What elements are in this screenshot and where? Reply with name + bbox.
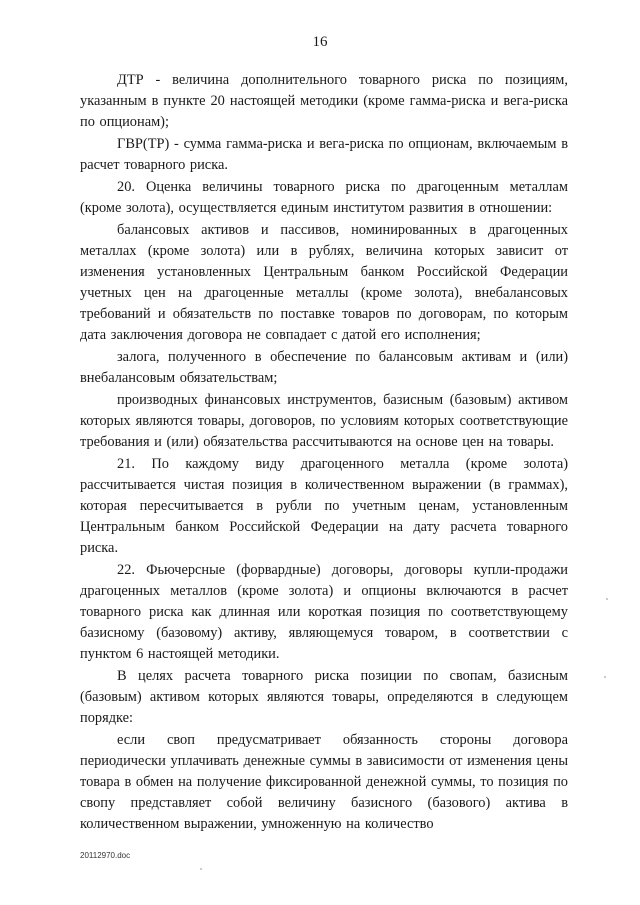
- paragraph-item-20: 20. Оценка величины товарного риска по драгоценным металлам (кроме золота), осуществляется единым институтом развития в отношении:: [80, 179, 568, 216]
- page-number: 16: [312, 34, 328, 50]
- paragraph-collateral: залога, полученного в обеспечение по балансовым активам и (или) внебалансовым обязательствам;: [80, 349, 568, 386]
- paragraph-balance-assets: балансовых активов и пассивов, номинированных в драгоценных металлах (кроме золота) или в рублях, величина которых зависит от изменения установленных Центральным банком Российской Федерации учетных цен на драгоценные металлы (кроме золота), внебалансовых требований и обязательств по поставке товаров по договорам, по которым дата заключения договора не совпадает с датой его исполнения;: [80, 222, 568, 343]
- paragraph-item-22: 22. Фьючерсные (форвардные) договоры, договоры купли-продажи драгоценных металлов (кроме золота) и опционы включаются в расчет товарного риска как длинная или короткая позиция по соответствующему базисному (базовому) активу, являющемуся товаром, в соответствии с пунктом 6 настоящей методики.: [80, 562, 568, 662]
- paragraph-swaps-intro: В целях расчета товарного риска позиции по свопам, базисным (базовым) активом которых являются товары, определяются в следующем порядке:: [80, 668, 568, 726]
- paragraph-swap-condition: если своп предусматривает обязанность стороны договора периодически уплачивать денежные суммы в зависимости от изменения цены товара в обмен на получение фиксированной денежной суммы, то позиция по свопу представляет собой величину базисного (базового) актива в количественном выражении, умноженную на количество: [80, 732, 568, 832]
- paragraph-gvr-definition: ГВР(ТР) - сумма гамма-риска и вега-риска по опционам, включаемым в расчет товарного риска.: [80, 136, 568, 173]
- scan-speck: [606, 598, 608, 600]
- scan-speck: [200, 868, 202, 870]
- paragraph-derivatives: производных финансовых инструментов, базисным (базовым) активом которых являются товары, договоров, по условиям которых соответствующие требования и (или) обязательства рассчитываются на основе цен на товары.: [80, 392, 568, 450]
- scan-speck: [604, 676, 606, 678]
- document-body: [80, 70, 568, 836]
- paragraph-item-21: 21. По каждому виду драгоценного металла (кроме золота) рассчитывается чистая позиция в количественном выражении (в граммах), которая пересчитывается в рубли по учетным ценам, установленным Центральным банком Российской Федерации на дату расчета товарного риска.: [80, 456, 568, 556]
- document-filename-footer: 20112970.doc: [80, 851, 131, 860]
- paragraph-dtr-definition: ДТР - величина дополнительного товарного риска по позициям, указанным в пункте 20 настоящей методики (кроме гамма-риска и вега-риска по опционам);: [80, 72, 568, 130]
